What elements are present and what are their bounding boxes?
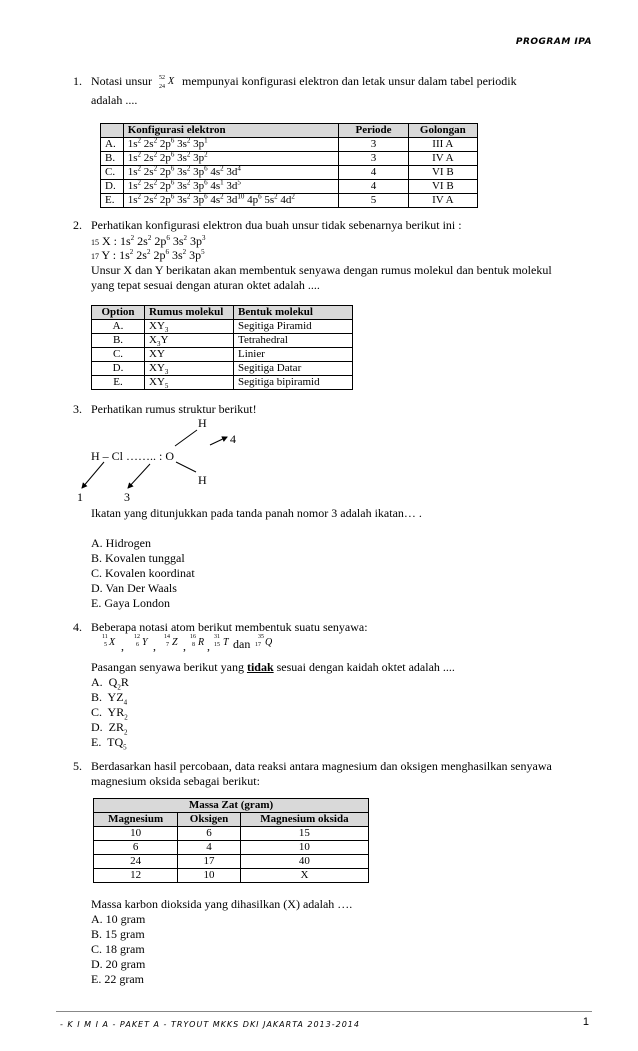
q4-number: 4. — [73, 620, 82, 634]
q1-text-after: mempunyai konfigurasi elektron dan letak unsur dalam tabel periodik — [182, 74, 517, 88]
q3-option: C. Kovalen koordinat — [91, 566, 195, 580]
q3-question: Ikatan yang ditunjukkan pada tanda panah nomor 3 adalah ikatan… . — [91, 506, 422, 520]
q5-line2: magnesium oksida sebagai berikut: — [91, 774, 260, 788]
q4-dan: dan — [233, 637, 251, 651]
q2-rumus: $X_3Y$ — [145, 334, 234, 348]
q5-option: A. 10 gram — [91, 912, 146, 926]
q2-bentuk: Tetrahedral — [234, 334, 353, 348]
q2-opt: C. — [92, 348, 145, 362]
q4-atom: 11 5 X — [102, 634, 116, 648]
q1-periode: 3 — [339, 152, 408, 166]
q5-th-mgo: Magnesium oksida — [240, 813, 368, 827]
q3-label-3: 3 — [124, 490, 130, 504]
q1-golongan: III A — [408, 138, 477, 152]
q2-x-atomic: 15 — [91, 238, 99, 247]
q1-opt: C. — [101, 166, 124, 180]
q3-h-bottom: H — [198, 473, 207, 487]
q2-bentuk: Linier — [234, 348, 353, 362]
q1-conf: $1s^2$ $2s^2$ $2p^6$ $3s^2$ $3p^6$ $4s^1$ $3d^5$ — [123, 180, 339, 194]
q2-rumus: $XY_5$ — [145, 376, 234, 390]
q4-atom: 16 8 R — [190, 634, 205, 648]
q2-rumus: $XY_3$ — [145, 362, 234, 376]
q2-th-rumus: Rumus molekul — [145, 306, 234, 320]
q1-symbol: X — [168, 76, 175, 87]
q2-bentuk: Segitiga bipiramid — [234, 376, 353, 390]
q4-atom: 31 15 T — [214, 634, 229, 648]
q4-tidak: tidak — [246, 660, 274, 674]
q4-option: D. $ZR_2$ — [91, 720, 128, 737]
q3-line1: Perhatikan rumus struktur berikut! — [91, 402, 257, 416]
q2-opt: B. — [92, 334, 145, 348]
q3-h-top: H — [198, 416, 207, 430]
q4-sep: , — [121, 639, 124, 653]
q3-label-4: 4 — [230, 432, 236, 446]
q3-option: D. Van Der Waals — [91, 581, 177, 595]
q1-opt: B. — [101, 152, 124, 166]
q5-option: B. 15 gram — [91, 927, 145, 941]
q2-line1: Perhatikan konfigurasi elektron dua buah unsur tidak sebenarnya berikut ini : — [91, 218, 462, 232]
q1-conf: $1s^2$ $2s^2$ $2p^6$ $3s^2$ $3p^2$ — [123, 152, 339, 166]
q4-option: B. $YZ_4$ — [91, 690, 128, 707]
q3-bond-line-top — [175, 430, 197, 446]
q3-bond-line-bottom — [176, 462, 196, 472]
q1-th-periode: Periode — [339, 124, 408, 138]
q1-periode: 4 — [339, 180, 408, 194]
q5-number: 5. — [73, 759, 82, 773]
q5-table-title: Massa Zat (gram) — [94, 799, 369, 813]
q1-number: 1. — [73, 74, 82, 88]
q1-opt: D. — [101, 180, 124, 194]
q2-rumus: XY — [145, 348, 234, 362]
q5-table-title-row — [94, 799, 369, 813]
page-number: 1 — [582, 1016, 589, 1028]
table-row: 6 4 10 — [94, 841, 369, 855]
q4-option: E. $TQ_5$ — [91, 735, 127, 752]
q4-sep: , — [183, 639, 186, 653]
q3-number: 3. — [73, 402, 82, 416]
q1-golongan: IV A — [408, 194, 477, 208]
q3-arrow-4 — [210, 437, 227, 445]
q1-atomic: 24 — [159, 84, 165, 90]
table-row: 10 6 15 — [94, 827, 369, 841]
q5-question: Massa karbon dioksida yang dihasilkan (X) adalah …. — [91, 897, 353, 911]
q1-text-before: Notasi unsur — [91, 74, 152, 88]
q2-opt: E. — [92, 376, 145, 390]
q2-th-bentuk: Bentuk molekul — [234, 306, 353, 320]
table-row: 12 10 X — [94, 869, 369, 883]
q2-opt: D. — [92, 362, 145, 376]
q5-th-mg: Magnesium — [94, 813, 178, 827]
q1-th-golongan: Golongan — [408, 124, 477, 138]
q1-conf: $1s^2$ $2s^2$ $2p^6$ $3s^2$ $3p^6$ $4s^2$ $3d^4$ — [123, 166, 339, 180]
footer-divider — [56, 1011, 592, 1012]
q1-conf: $1s^2$ $2s^2$ $2p^6$ $3s^2$ $3p^6$ $4s^2$ $3d^{10}$ $4p^6$ $5s^2$ $4d^2$ — [123, 194, 339, 208]
q5-table — [93, 798, 369, 883]
q2-line4: Unsur X dan Y berikatan akan membentuk senyawa dengan rumus molekul dan bentuk molekul — [91, 263, 552, 277]
q4-atom: 12 6 Y — [134, 634, 148, 648]
q2-bentuk: Segitiga Piramid — [234, 320, 353, 334]
q5-option: E. 22 gram — [91, 972, 144, 986]
q4-atom: 35 17 Q — [255, 634, 273, 648]
q3-arrow-3 — [128, 464, 150, 488]
q2-th-option: Option — [92, 306, 145, 320]
q4-sep: , — [207, 639, 210, 653]
q1-periode: 5 — [339, 194, 408, 208]
q2-opt: A. — [92, 320, 145, 334]
q3-structure: H – Cl …….. : O — [91, 449, 175, 463]
q3-label-1: 1 — [77, 490, 83, 504]
q1-golongan: IV A — [408, 152, 477, 166]
q1-line2: adalah .... — [91, 93, 138, 107]
q4-atom: 14 7 Z — [164, 634, 178, 648]
q5-option: C. 18 gram — [91, 942, 145, 956]
q1-th-conf: Konfigurasi elektron — [123, 124, 339, 138]
q3-option: B. Kovalen tunggal — [91, 551, 185, 565]
q2-y-config: 17 Y : $1s^2$ $2s^2$ $2p^6$ $3s^2$ $3p^5$ — [91, 248, 205, 262]
q1-golongan: VI B — [408, 180, 477, 194]
footer-text: - K I M I A - PAKET A - TRYOUT MKKS DKI JAKARTA 2013-2014 — [60, 1020, 360, 1029]
q5-option: D. 20 gram — [91, 957, 146, 971]
q5-line1: Berdasarkan hasil percobaan, data reaksi antara magnesium dan oksigen menghasilkan senyawa — [91, 759, 552, 773]
q2-rumus: $XY_3$ — [145, 320, 234, 334]
q3-option: A. Hidrogen — [91, 536, 151, 550]
q4-atoms — [100, 634, 300, 656]
q1-periode: 4 — [339, 166, 408, 180]
table-row: 24 17 40 — [94, 855, 369, 869]
q4-question: Pasangan senyawa berikut yang tidak sesuai dengan kaidah oktet adalah .... — [91, 660, 455, 674]
q1-mass: 52 — [159, 75, 165, 81]
q4-line1: Beberapa notasi atom berikut membentuk suatu senyawa: — [91, 620, 368, 634]
q1-opt: A. — [101, 138, 124, 152]
q1-periode: 3 — [339, 138, 408, 152]
q3-arrow-1 — [82, 462, 104, 488]
q1-conf: $1s^2$ $2s^2$ $2p^6$ $3s^2$ $3p^1$ — [123, 138, 339, 152]
q4-option: C. $YR_2$ — [91, 705, 128, 722]
q2-number: 2. — [73, 218, 82, 232]
q1-golongan: VI B — [408, 166, 477, 180]
q5-table-header — [94, 813, 369, 827]
q3-option: E. Gaya London — [91, 596, 170, 610]
program-header: PROGRAM IPA — [515, 37, 592, 47]
q5-th-o: Oksigen — [178, 813, 241, 827]
q2-bentuk: Segitiga Datar — [234, 362, 353, 376]
q2-line5: yang tepat sesuai dengan aturan oktet adalah .... — [91, 278, 320, 292]
q2-y-atomic: 17 — [91, 252, 99, 261]
q4-sep: , — [153, 639, 156, 653]
q4-option: A. $Q_2R$ — [91, 675, 129, 692]
q2-x-config: 15 X : $1s^2$ $2s^2$ $2p^6$ $3s^2$ $3p^3$ — [91, 234, 206, 248]
q1-opt: E. — [101, 194, 124, 208]
